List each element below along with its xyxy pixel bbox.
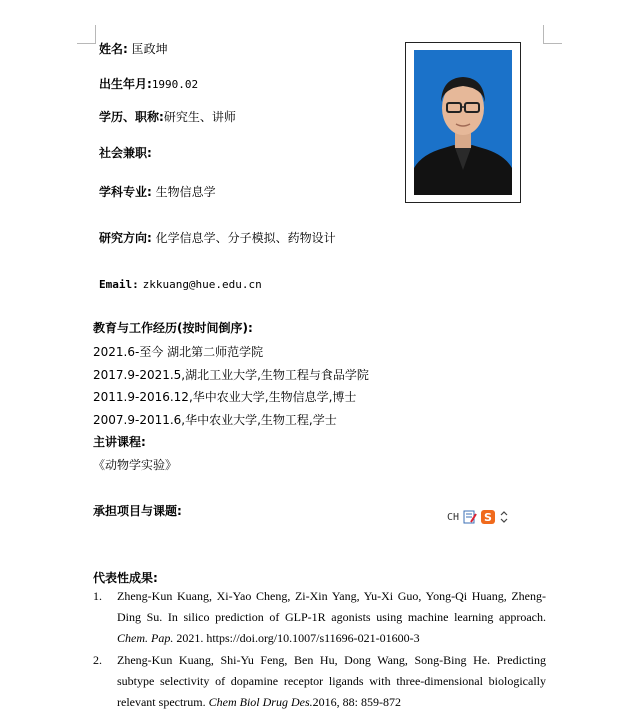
publication-journal: Chem. Pap. bbox=[117, 631, 174, 645]
publication-item bbox=[93, 650, 546, 713]
research-row bbox=[99, 230, 336, 246]
projects-heading: 承担项目与课题: bbox=[93, 504, 182, 518]
experience-item: 2011.9-2016.12,华中农业大学,生物信息学,博士 bbox=[93, 390, 357, 404]
birth-row bbox=[99, 76, 198, 93]
publication-authors-title: Zheng-Kun Kuang, Shi-Yu Feng, Ben Hu, Dong Wang, Song-Bing He. Predicting subtype selectivity of dopamine receptor ligands with three-dimensional biologically relevant spectrum. bbox=[117, 653, 546, 709]
name-label: 姓名: bbox=[99, 42, 128, 56]
name-row bbox=[99, 41, 168, 57]
publication-number: 1. bbox=[93, 589, 102, 603]
research-value: 化学信息学、分子模拟、药物设计 bbox=[155, 231, 336, 245]
publication-journal: Chem Biol Drug Des. bbox=[208, 695, 313, 709]
ime-toolbar[interactable] bbox=[441, 507, 521, 527]
page-corner-top-left bbox=[77, 25, 96, 44]
ime-pen-icon[interactable] bbox=[463, 510, 477, 524]
subject-value: 生物信息学 bbox=[155, 185, 216, 199]
publication-item bbox=[93, 586, 546, 649]
experience-item: 2021.6-至今 湖北第二师范学院 bbox=[93, 345, 264, 359]
social-row bbox=[99, 145, 152, 161]
email-value: zkkuang@hue.edu.cn bbox=[142, 278, 262, 291]
courses-value: 《动物学实验》 bbox=[93, 458, 178, 472]
research-label: 研究方向: bbox=[99, 231, 152, 245]
profile-photo bbox=[414, 50, 512, 195]
ime-language-label[interactable]: CH bbox=[447, 511, 460, 523]
education-row bbox=[99, 109, 236, 125]
social-label: 社会兼职: bbox=[99, 146, 152, 160]
experience-item: 2017.9-2021.5,湖北工业大学,生物工程与食品学院 bbox=[93, 368, 369, 382]
sogou-s-icon[interactable] bbox=[481, 510, 495, 524]
ime-menu-arrows-icon[interactable] bbox=[499, 510, 513, 524]
publication-year-pages: 2016, 88: 859-872 bbox=[312, 695, 401, 709]
email-label: Email: bbox=[99, 278, 139, 291]
birth-value: 1990.02 bbox=[151, 78, 199, 91]
education-label: 学历、职称: bbox=[99, 110, 164, 124]
courses-heading: 主讲课程: bbox=[93, 435, 146, 449]
profile-photo-frame bbox=[405, 42, 521, 203]
publications-heading: 代表性成果: bbox=[93, 571, 158, 585]
email-row bbox=[99, 276, 262, 293]
svg-text:S: S bbox=[484, 511, 493, 524]
publication-year-doi: 2021. https://doi.org/10.1007/s11696-021-01600-3 bbox=[176, 631, 420, 645]
subject-label: 学科专业: bbox=[99, 185, 152, 199]
subject-row bbox=[99, 184, 216, 200]
birth-label: 出生年月: bbox=[99, 77, 152, 91]
name-value: 匡政坤 bbox=[131, 42, 168, 56]
page-corner-top-right bbox=[543, 25, 562, 44]
experience-item: 2007.9-2011.6,华中农业大学,生物工程,学士 bbox=[93, 413, 337, 427]
education-value: 研究生、讲师 bbox=[163, 110, 236, 124]
publication-number: 2. bbox=[93, 653, 102, 667]
experience-heading: 教育与工作经历(按时间倒序): bbox=[93, 321, 253, 335]
publication-authors-title: Zheng-Kun Kuang, Xi-Yao Cheng, Zi-Xin Yang, Yu-Xi Guo, Yong-Qi Huang, Zheng-Ding Su. In silico prediction of GLP-1R agonists using machine learning approach. bbox=[117, 589, 546, 624]
